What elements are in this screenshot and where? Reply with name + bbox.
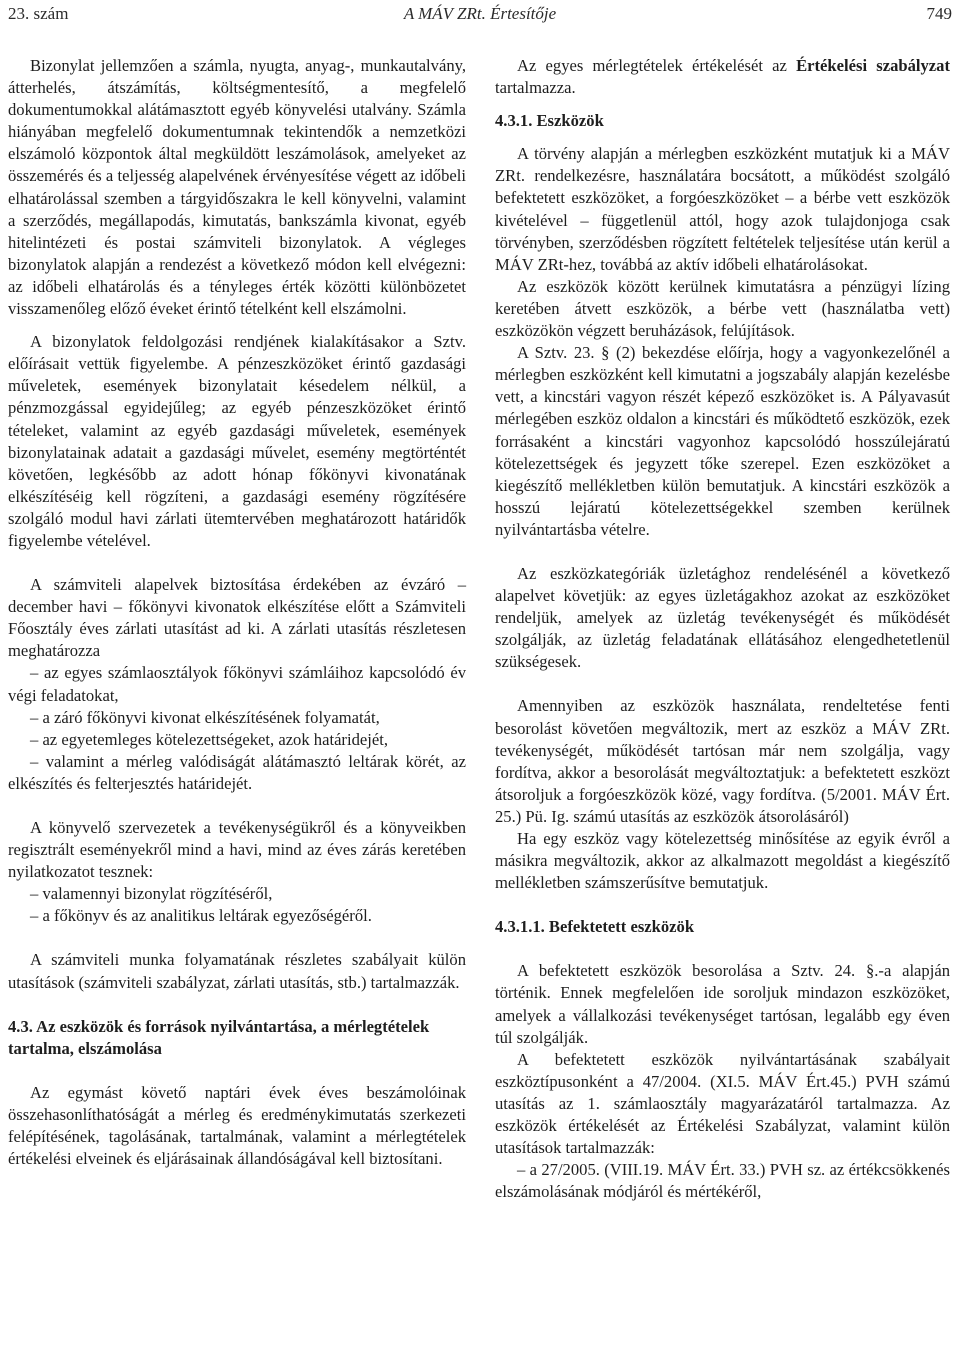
text-segment: tartalmazza. xyxy=(495,78,576,98)
publication-title: A MÁV ZRt. Értesítője xyxy=(403,4,557,23)
list-item: – valamennyi bizonylat rögzítéséről, xyxy=(30,884,273,904)
section-heading-4-3-1-1: 4.3.1.1. Befektetett eszközök xyxy=(495,917,695,937)
list-item: – az egyetemleges kötelezettségeket, azok határidejét, xyxy=(30,729,388,749)
paragraph-bizonylat: Bizonylat jellemzően a számla, nyugta, anyag-, munkautalvány, átterhelés, átszámítás, költségmentesítő, a megfelelő dokumentumokkal alátámasztott egyéb könyvelési utalvány. Számla hiányában megfelelő dokumentumnak tekintendők a nemzetközi elszámoló központok által megküldött leszámolások, amelyeket az összemérés és a teljesség alapelvének érvényesítése végett az időbeli elhatárolással szemben a tárgyidőszakra le kell könyvelni, valamint a szerződés, megállapodás, kimutatás, bankszámla kivonat, egyéb hitelintézeti és postai számviteli bizonylatok. A végleges bizonylatok alapján a rendezést a következő módon kell elvégezni: az időbeli elhatárolás és a tényleges érték közötti különbözetet visszamenőleg előző éveket érintő tételként kell elszámolni. xyxy=(8,56,466,319)
list-item: – az egyes számlaosztályok főkönyvi számláihoz kapcsolódó év végi feladatokat, xyxy=(8,663,466,705)
paragraph-eszkozok: A törvény alapján a mérlegben eszközként mutatjuk ki a MÁV ZRt. rendelkezésre, használatára bocsátott, a működést szolgáló befektetett eszközöket, a forgóeszközöket – a bérbe vett eszközök kivételével – függetlenül attól, hogy azok tulajdonjoga csak törvényben, szerződésben rögzített feltételek teljesítése után kerül a MÁV ZRt-hez, továbbá az aktív időbeli elhatárolásokat. xyxy=(495,144,950,274)
paragraph-osszehasonlithatosag: Az egymást követő naptári évek éves beszámolóinak összehasonlíthatóságát a mérleg és eredménykimutatás szerkezeti felépítésének, tagolásának, tartalmának, valamint a mérlegtételek értékelési elveinek és eljárásainak állandóságával kell biztosítani. xyxy=(8,1082,466,1169)
paragraph-sztv-23: A Sztv. 23. § (2) bekezdése előírja, hogy a vagyonkezelőnél a mérlegben eszközként kell kimutatni a jogszabály alapján kezelésbe vett, a kincstári vagyon részét képező eszközöket is. A Pályavasút mérlegében eszköz oldalon a kincstári és működtető eszközök, ezek forrásaként a kincstári vagyonhoz kapcsolódó hosszúlejáratú kötelezettségek és jegyzett tőke szerepel. Ezen eszközöket a kiegészítő mellékletben külön bemutatjuk. A kincstári eszközök a hosszú lejáratú kötelezettségekkel szemben kerülnek nyilvántartásba vételre. xyxy=(495,343,950,539)
section-heading-4-3-1: 4.3.1. Eszközök xyxy=(495,111,604,131)
list-item: – valamint a mérleg valódiságát alátámasztó leltárak körét, az elkészítés és felterjesztés határidejét. xyxy=(8,751,466,793)
paragraph-lizing: Az eszközök között kerülnek kimutatásra a pénzügyi lízing keretében átvett eszközök, a bérbe vett (használatba vett) eszközökön végzett beruházások, felújítások. xyxy=(495,276,950,341)
paragraph-atsorolas: Amennyiben az eszközök használata, rendeltetése fenti besorolást követően megváltozik, mert az eszköz a MÁV ZRt. tevékenységét, működését tartósan már nem szolgálja, vagy fordítva, akkor a besorolását megváltoztatjuk: a befektetett eszközt átsoroljuk a forgóeszközök közé, vagy fordítva. (5/2001. MÁV Ért. 25.) Pü. Ig. számú utasítás az eszközök átsorolásáról) xyxy=(495,696,950,826)
paragraph-feldolgozas: A bizonylatok feldolgozási rendjének kialakításakor a Sztv. előírásait vettük figyelembe. A pénzeszközöket érintő gazdasági műveletek, események bizonylatait késedelem nélkül, a pénzmozgással egyidejűleg; az egyéb pénzeszközöket érintő tételeket, valamint az egyéb gazdasági műveletek, események bizonylatainak adatait a gazdasági művelet, esemény megtörténtét követően, legkésőbb az adott hónap főkönyvi kivonatának elkészítéséig kell rögzíteni, a gazdasági esemény rögzítésére szolgáló modul havi zárlati ütemtervében meghatározott határidők figyelembe vételével. xyxy=(8,332,466,550)
paragraph-besorolas: A befektetett eszközök besorolása a Sztv. 24. §.-a alapján történik. Ennek megfelelően ide soroljuk mindazon eszközöket, amelyek a vállalkozási tevékenységet tartósan, legalább egy éven túl szolgálják. xyxy=(495,961,950,1047)
left-column xyxy=(8,55,466,1170)
paragraph-ertekeles xyxy=(495,55,950,99)
list-item: – a 27/2005. (VIII.19. MÁV Ért. 33.) PVH sz. az értékcsökkenés elszámolásának módjáról és mértékéről, xyxy=(495,1160,950,1202)
list-item: – a főkönyv és az analitikus leltárak egyezőségéről. xyxy=(30,906,372,926)
paragraph-alapelvek: A számviteli alapelvek biztosítása érdekében az évzáró – december havi – főkönyvi kivonatok elkészítése előtt a Számviteli Főosztály éves zárlati utasítást ad ki. A zárlati utasítás részletesen meghatározza xyxy=(8,575,466,661)
page-number: 749 xyxy=(926,4,952,23)
text-segment: Az egyes mérlegtételek értékelését az xyxy=(517,56,787,75)
right-column xyxy=(495,55,950,1203)
list-item: – a záró főkönyvi kivonat elkészítésének folyamatát, xyxy=(30,707,380,727)
section-heading-4-3: 4.3. Az eszközök és források nyilvántartása, a mérlegtételek tartalma, elszámolása xyxy=(8,1016,430,1058)
paragraph-eszkozkategoriak: Az eszközkategóriák üzletághoz rendelésénél a következő alapelvet követjük: az egyes üzletágakhoz azokat az eszközöket rendeljük, amelyek az üzletág tevékenységét és működését szolgálják, az üzletág feladatának ellátásához elengedhetetlenül szükségesek. xyxy=(495,563,950,672)
document-reference: Értékelési szabályzat xyxy=(796,56,950,75)
paragraph-konyvelo: A könyvelő szervezetek a tevékenységükről és a könyveikben regisztrált eseményekről mind a havi, mind az éves zárás keretében nyilatkozatot tesznek: xyxy=(8,818,466,882)
paragraph-minosites: Ha egy eszköz vagy kötelezettség minősítése az egyik évről a másikra megváltozik, akkor az alkalmazott megoldást a kiegészítő mellékletben számszerűsítve bemutatjuk. xyxy=(495,829,950,893)
page-header xyxy=(8,4,952,30)
paragraph-nyilvantartas: A befektetett eszközök nyilvántartásának szabályait eszköztípusonként a 47/2004. (XI.5. MÁV Ért.45.) PVH számú utasítás az 1. számlaosztály magyarázatáról tartalmazza. Az eszközök értékelését az Értékelési Szabályzat, valamint külön utasítások tartalmazzák: xyxy=(495,1049,950,1158)
issue-number: 23. szám xyxy=(8,4,69,23)
paragraph-munka: A számviteli munka folyamatának részletes szabályait külön utasítások (számviteli szabályzat, zárlati utasítás, stb.) tartalmazzák. xyxy=(8,950,466,992)
